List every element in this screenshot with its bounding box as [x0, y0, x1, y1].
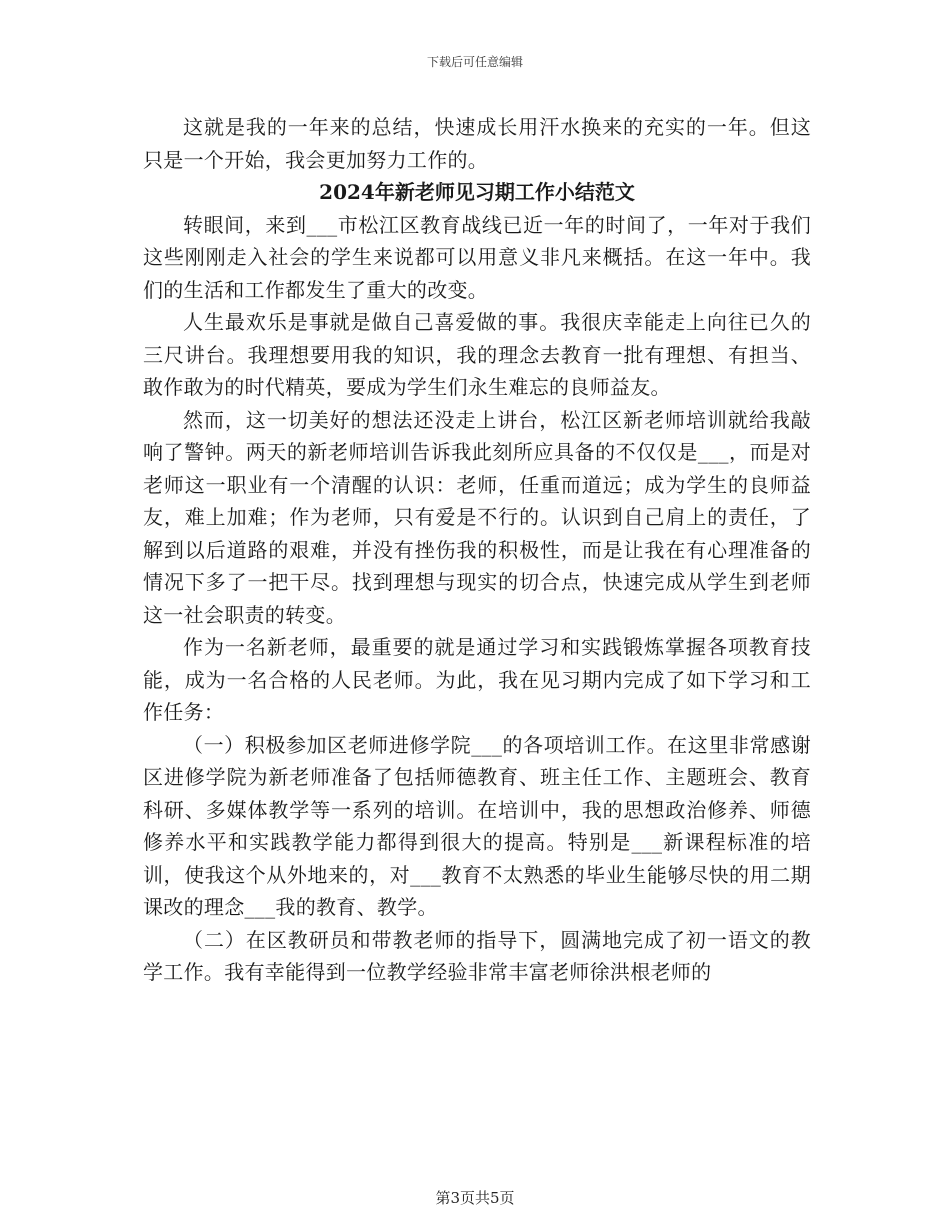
page-number-footer: 第3页共5页 — [435, 1189, 515, 1207]
page-header-note: 下载后可任意编辑 — [426, 55, 523, 69]
body-paragraph-5: （一）积极参加区老师进修学院___的各项培训工作。在这里非常感谢区进修学院为新老师准备了包括师德教育、班主任工作、主题班会、教育科研、多媒体教学等一系列的培训。在培训中，我的思想政治修养、师德修养水平和实践教学能力都得到很大的提高。特别是___新课程标准的培训，使我这个从外地来的，对___教育不太熟悉的毕业生能够尽快的用二期课改的理念___我的教育、教学。 — [143, 732, 811, 919]
body-paragraph-6: （二）在区教研员和带教老师的指导下，圆满地完成了初一语文的教学工作。我有幸能得到一位教学经验非常丰富老师徐洪根老师的 — [143, 927, 811, 984]
body-paragraph-1: 转眼间，来到___市松江区教育战线已近一年的时间了，一年对于我们这些刚刚走入社会的学生来说都可以用意义非凡来概括。在这一年中。我们的生活和工作都发生了重大的改变。 — [143, 212, 811, 302]
body-paragraph-4: 作为一名新老师，最重要的就是通过学习和实践锻炼掌握各项教育技能，成为一名合格的人民老师。为此，我在见习期内完成了如下学习和工作任务： — [143, 635, 811, 724]
body-paragraph-3: 然而，这一切美好的想法还没走上讲台，松江区新老师培训就给我敲响了警钟。两天的新老师培训告诉我此刻所应具备的不仅仅是___，而是对老师这一职业有一个清醒的认识：老师，任重而道远；成为学生的良师益友，难上加难；作为老师，只有爱是不行的。认识到自己肩上的责任，了解到以后道路的艰难，并没有挫伤我的积极性，而是让我在有心理准备的情况下多了一把干尽。找到理想与现实的切合点，快速完成从学生到老师这一社会职责的转变。 — [143, 407, 811, 627]
document-body — [143, 111, 811, 989]
document-title: 2024年新老师见习期工作小结范文 — [319, 180, 635, 204]
body-paragraph-2: 人生最欢乐是事就是做自己喜爱做的事。我很庆幸能走上向往已久的三尺讲台。我理想要用我的知识，我的理念去教育一批有理想、有担当、敢作敢为的时代精英，要成为学生们永生难忘的良师益友。 — [143, 310, 811, 399]
intro-paragraph: 这就是我的一年来的总结，快速成长用汗水换来的充实的一年。但这只是一个开始，我会更加努力工作的。 — [143, 115, 811, 172]
